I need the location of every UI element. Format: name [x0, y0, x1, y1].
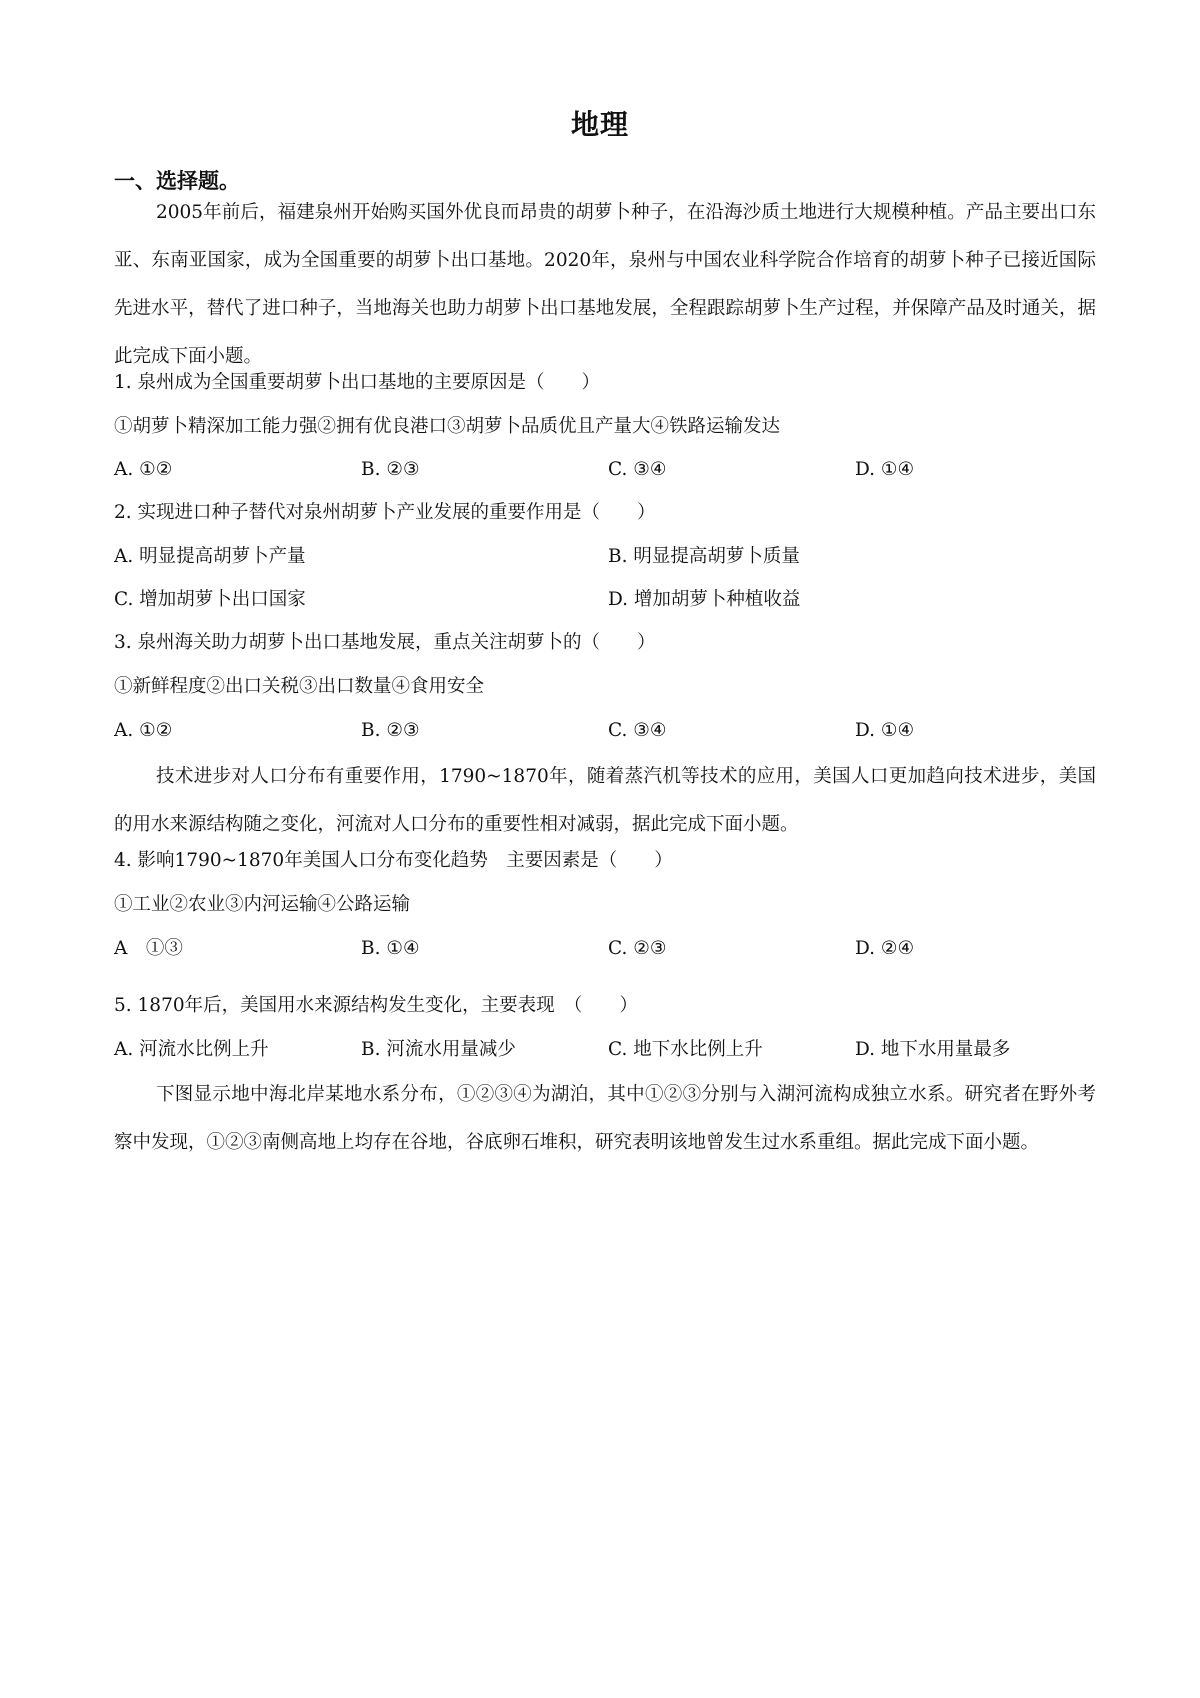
q3-options — [114, 716, 1114, 746]
q5-option-b[interactable]: B. 河流水用量减少 — [361, 1039, 516, 1060]
q2-option-a[interactable]: A. 明显提高胡萝卜产量 — [114, 546, 306, 567]
q1-option-d[interactable]: D. ①④ — [855, 459, 915, 480]
q2-option-d[interactable]: D. 增加胡萝卜种植收益 — [608, 589, 801, 610]
q1-options — [114, 455, 1114, 485]
q3-items: ①新鲜程度②出口关税③出口数量④食用安全 — [114, 676, 485, 697]
section-heading: 一、选择题。 — [114, 169, 240, 193]
q5-stem: 5. 1870年后，美国用水来源结构发生变化，主要表现 （ ） — [114, 995, 638, 1016]
q2-options-row2 — [114, 585, 1114, 615]
passage-carrot: 2005年前后，福建泉州开始购买国外优良而昂贵的胡萝卜种子，在沿海沙质土地进行大规模种植。产品主要出口东亚、东南亚国家，成为全国重要的胡萝卜出口基地。2020年，泉州与中国农业科学院合作培育的胡萝卜种子已接近国际先进水平，替代了进口种子，当地海关也助力胡萝卜出口基地发展，全程跟踪胡萝卜生产过程，并保障产品及时通关，据此完成下面小题。 — [114, 202, 1096, 367]
q4-option-c[interactable]: C. ②③ — [608, 938, 667, 959]
q4-option-d[interactable]: D. ②④ — [855, 938, 915, 959]
page-title: 地理 — [570, 108, 629, 141]
passage-water-system: 下图显示地中海北岸某地水系分布，①②③④为湖泊，其中①②③分别与入湖河流构成独立水系。研究者在野外考察中发现，①②③南侧高地上均存在谷地，谷底卵石堆积，研究表明该地曾发生过水系重组。据此完成下面小题。 — [114, 1084, 1096, 1153]
q1-option-c[interactable]: C. ③④ — [608, 459, 667, 480]
passage-population: 技术进步对人口分布有重要作用，1790~1870年，随着蒸汽机等技术的应用，美国人口更加趋向技术进步，美国的用水来源结构随之变化，河流对人口分布的重要性相对减弱，据此完成下面小题。 — [114, 766, 1096, 835]
q4-options — [114, 934, 1114, 964]
q2-options-row1 — [114, 542, 1114, 572]
q3-option-d[interactable]: D. ①④ — [855, 720, 915, 741]
q3-option-c[interactable]: C. ③④ — [608, 720, 667, 741]
q1-items: ①胡萝卜精深加工能力强②拥有优良港口③胡萝卜品质优且产量大④铁路运输发达 — [114, 416, 781, 437]
q2-option-c[interactable]: C. 增加胡萝卜出口国家 — [114, 589, 306, 610]
q4-option-a[interactable]: A ①③ — [114, 938, 183, 959]
q3-stem: 3. 泉州海关助力胡萝卜出口基地发展，重点关注胡萝卜的（ ） — [114, 632, 656, 653]
q3-option-b[interactable]: B. ②③ — [361, 720, 420, 741]
q4-stem: 4. 影响1790~1870年美国人口分布变化趋势 主要因素是（ ） — [114, 850, 673, 871]
q3-option-a[interactable]: A. ①② — [114, 720, 173, 741]
q1-stem: 1. 泉州成为全国重要胡萝卜出口基地的主要原因是（ ） — [114, 372, 601, 393]
q4-items: ①工业②农业③内河运输④公路运输 — [114, 894, 411, 915]
q5-options — [114, 1035, 1114, 1065]
q2-stem: 2. 实现进口种子替代对泉州胡萝卜产业发展的重要作用是（ ） — [114, 502, 656, 523]
q5-option-a[interactable]: A. 河流水比例上升 — [114, 1039, 269, 1060]
q5-option-d[interactable]: D. 地下水用量最多 — [855, 1039, 1011, 1060]
q1-option-a[interactable]: A. ①② — [114, 459, 173, 480]
q4-option-b[interactable]: B. ①④ — [361, 938, 420, 959]
q1-option-b[interactable]: B. ②③ — [361, 459, 420, 480]
q5-option-c[interactable]: C. 地下水比例上升 — [608, 1039, 763, 1060]
q2-option-b[interactable]: B. 明显提高胡萝卜质量 — [608, 546, 800, 567]
